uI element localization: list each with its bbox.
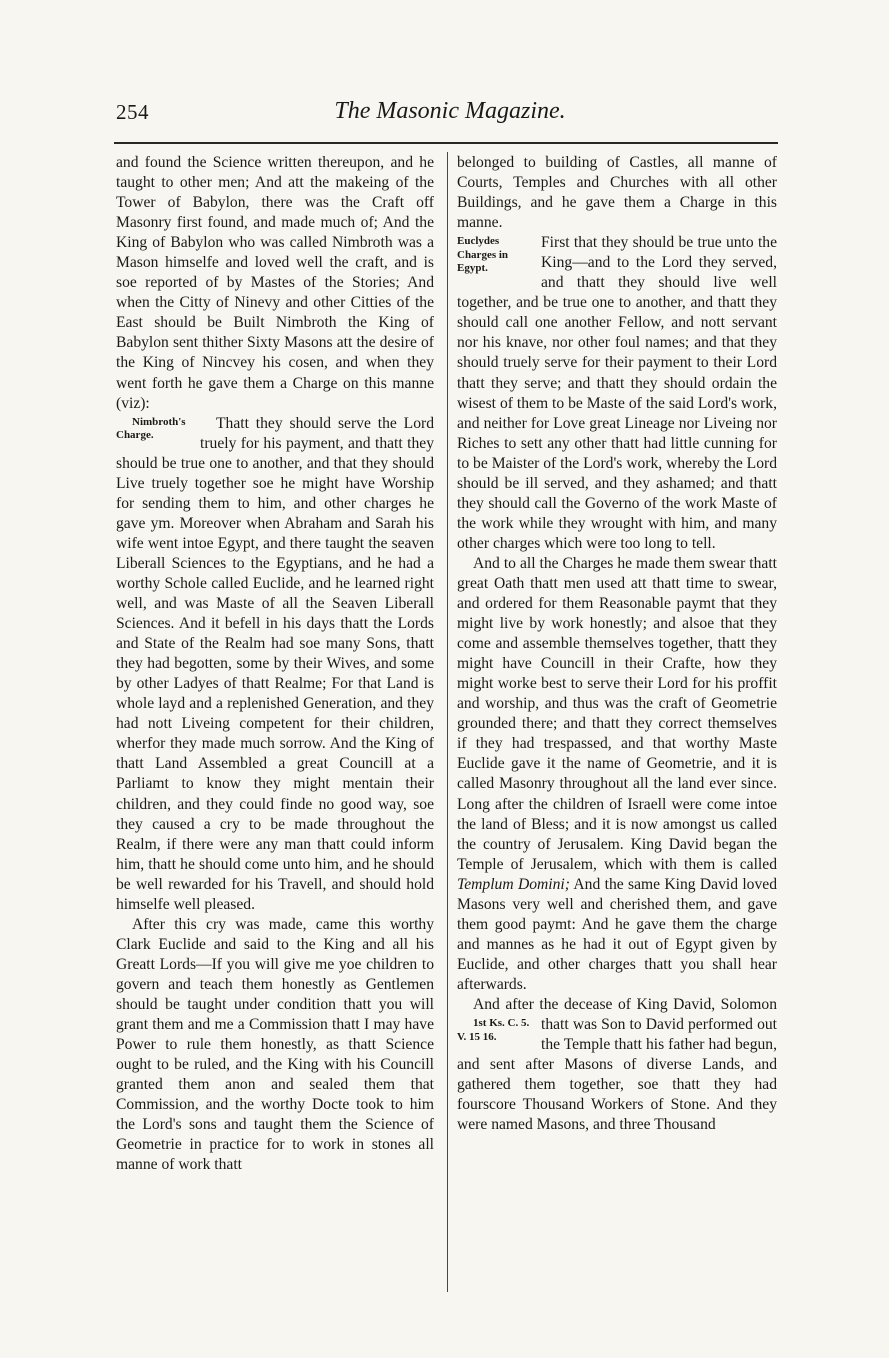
column-rule (447, 152, 448, 1292)
header-rule (114, 142, 778, 144)
side-note-nimbroth: Nimbroth's Charge. (116, 415, 186, 442)
left-paragraph-3: After this cry was made, came this worthy Clark Euclide and said to the King and all his Greatt Lords—If you will give me yoe children to govern and teach them honestly as Gentlemen should be taught under condition thatt you will grant them and me a Commission thatt I may have Power to rule them honestly, as thatt Science ought to be ruled, and the King with his Councill granted them anon and sealed them that Commission, and the worthy Docte took to him the Lord's sons and taught them the Science of Geometrie in practice for to work in stones all manne of work thatt (116, 915, 434, 1174)
right-paragraph-2 (457, 233, 777, 554)
left-paragraph-2 (116, 414, 434, 915)
right-paragraph-1: belonged to building of Castles, all manne of Courts, Temples and Churches with all other Buildings, and he gave them a Charge in this manne. (457, 154, 777, 232)
right-paragraph-3-text: And to all the Charges he made them swear thatt great Oath thatt men used att thatt time to swear, and ordered for them Reasonable paymt that they might live by work honestly; and alsoe that they come and assemble themselves together, thatt they might have Councill in their Crafte, how they might worke best to serve their Lord for his proffit and worship, and thus was the craft of Geometrie grounded there; and thatt they correct themselves if they had trespassed, and that worthy Maste Euclide gave it the name of Geometrie, and it is called Masonry throughout all the land ever since. Long after the children of Israell were come intoe the land of Bless; and it is now amongst us called the country of Jerusalem. King David began the Temple of Jerusalem, which with them is called (457, 554, 777, 873)
right-paragraph-4a: And after the decease of King David, Solomon thatt was Son to David performed (473, 995, 777, 1034)
right-column (457, 153, 777, 1135)
right-paragraph-3 (457, 554, 777, 995)
left-column (116, 153, 434, 1175)
side-note-euclydes: Euclydes Charges in Egypt. (457, 235, 509, 275)
running-title: The Masonic Magazine. (334, 98, 566, 124)
right-paragraph-4b: out the Temple thatt his father had begun, and sent after Masons of diverse Lands, and gathered them together, soe thatt they had fourscore Thousand Workers of Stone. And they were named Masons, and three Thousand (457, 1016, 777, 1134)
templum-domini: Templum Domini; (457, 875, 570, 893)
left-paragraph-1: and found the Science written thereupon, and he taught to other men; And att the makeing of the Tower of Babylon, there was the Craft off Masonry first found, and made much of; And the King of Babylon who was called Nimbroth was a Mason himselfe and loved well the craft, and is soe reported of by Mastes of the Stories; And when the Citty of Ninevy and other Citties of the East should be Built Nimbroth the King of Babylon sent thither Sixty Masons att the desire of the King of Nincvey his cosen, and when they went forth he gave them a Charge on this manne (viz): (116, 154, 434, 412)
right-paragraph-4 (457, 995, 777, 1135)
right-paragraph-3-end: And the same King David loved Masons very well and cherished them, and gave them good paymt: And he gave them the charge and mannes as he had it out of Egypt given by Euclide, and other charges thatt you shall hear afterwards. (457, 875, 777, 993)
side-note-kings: 1st Ks. C. 5. V. 15 16. (457, 1017, 530, 1043)
page-number: 254 (116, 100, 149, 124)
left-paragraph-2-text: Thatt they should serve the Lord truely for his payment, and thatt they should be true one to another, and that they should Live truely together soe he might have Worship for sending them to him, and other charges he gave ym. Moreover when Abraham and Sarah his wife went intoe Egypt, and there taught the seaven Liberall Sciences to the Egyptians, and he had a worthy Schole called Euclide, and he learned right well, and was Maste of all the Seaven Liberall Sciences. And it befell in his days thatt the Lords and State of the Realm had soe many Sons, thatt they had begotten, some by their Wives, and some by other Ladyes of thatt Realme; For that Land is whole layd and a replenished Generation, and they had nott Liveing competent for their children, wherfor they made much sorrow. And the King of thatt Land Assembled a great Councill at a Parliamt to know they might mentain their children, and they could finde no good way, soe they caused a cry to be made throughout the Realm, if there were any man thatt could inform him, thatt he should come unto him, and he should be well rewarded for his Travell, and should hold himselfe well pleased. (116, 414, 434, 913)
right-paragraph-2-text: First that they should be true unto the King—and to the Lord they served, and thatt they should live well together, and be true one to another, and thatt they should call one another Fellow, and nott servant nor his knave, nor other foul names; and that they should truely serve for their payment to their Lord thatt they serve; and thatt they should ordain the wisest of them to be Maste of the said Lord's work, and neither for Love great Lineage nor Liveing nor Riches to sett any other thatt had little cunning for to be Maister of the Lord's work, whereby the Lord should be ill served, and they ashamed; and thatt they should call the Governo of the work Maste of the work while they wrought with him, and many other charges which were too long to tell. (457, 234, 777, 552)
